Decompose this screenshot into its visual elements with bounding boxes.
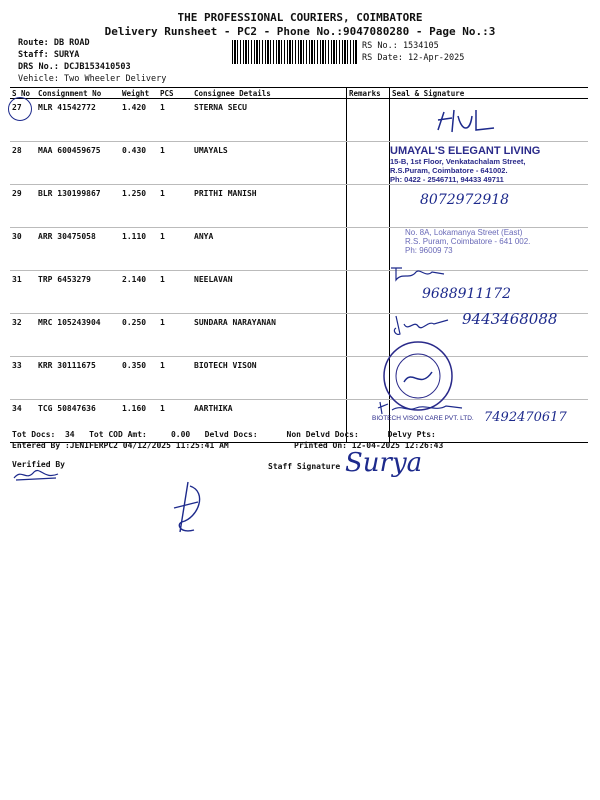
row-consignment: MRC 105243904 [36,314,120,357]
barcode [232,40,357,64]
col-weight: Weight [120,88,158,99]
row-sno: 30 [10,228,36,271]
runsheet-table [10,87,588,443]
runsheet-subtitle: Delivery Runsheet - PC2 - Phone No.:9047080280 - Page No.:3 [104,25,496,38]
table-header [10,88,588,99]
row-remarks [347,99,390,142]
row-consignment: BLR 130199867 [36,185,120,228]
stamp-name: UMAYAL'S ELEGANT LIVING [390,145,541,157]
row-sno: 32 [10,314,36,357]
stamp-address1: No. 8A, Lokamanya Street (East) [405,228,523,237]
row-pcs: 1 [158,185,192,228]
staff: Staff: SURYA [18,50,80,60]
row-pcs: 1 [158,99,192,142]
verified-by-label: Verified By [12,460,65,469]
row-consignee: ANYA [192,228,347,271]
col-sno: S No [10,88,36,99]
row-sno: 27 [10,99,36,142]
row-consignee: NEELAVAN [192,271,347,314]
row-consignment: MLR 41542772 [36,99,120,142]
row-weight: 1.420 [120,99,158,142]
row-pcs: 1 [158,314,192,357]
company-title: THE PROFESSIONAL COURIERS, COIMBATORE [177,11,423,24]
row-consignment: TCG 50847636 [36,400,120,443]
row-remarks [347,142,390,185]
staff-signature-label: Staff Signature [268,462,341,471]
row-pcs: 1 [158,142,192,185]
table-row [10,357,588,400]
bottom-signature [168,478,218,538]
row-consignment: ARR 30475058 [36,228,120,271]
vehicle: Vehicle: Two Wheeler Delivery [18,74,167,84]
row-remarks [347,271,390,314]
row-consignee: AARTHIKA [192,400,347,443]
row-sno: 28 [10,142,36,185]
col-pcs: PCS [158,88,192,99]
row-weight: 0.250 [120,314,158,357]
handwritten-phone-34: 7492470617 [484,410,567,425]
row-consignment: KRR 30111675 [36,357,120,400]
row-weight: 0.350 [120,357,158,400]
signature-row27 [432,104,502,138]
stamp-address2: R.S. Puram, Coimbatore - 641 002. [405,237,531,246]
row-consignee: BIOTECH VISON [192,357,347,400]
col-consignment: Consignment No [36,88,120,99]
col-remarks: Remarks [347,88,390,99]
row-remarks [347,228,390,271]
handwritten-phone-29: 8072972918 [420,192,510,208]
row-weight: 1.250 [120,185,158,228]
route: Route: DB ROAD [18,38,90,48]
row-sno: 29 [10,185,36,228]
row-sno: 33 [10,357,36,400]
signature-row34 [376,398,466,418]
umayal-stamp [390,145,590,184]
verified-signature [12,464,62,484]
row-remarks [347,185,390,228]
row-sno: 31 [10,271,36,314]
rs-number: RS No.: 1534105 [362,41,439,51]
row-pcs: 1 [158,400,192,443]
anya-stamp [405,228,590,255]
row-consignee: UMAYALS [192,142,347,185]
row-weight: 1.110 [120,228,158,271]
printed-on: Printed On: 12-04-2025 12:26:43 [294,441,444,450]
row-consignee: PRITHI MANISH [192,185,347,228]
col-seal-signature: Seal & Signature [390,88,589,99]
row-pcs: 1 [158,228,192,271]
row-consignment: MAA 600459675 [36,142,120,185]
stamp-address2: R.S.Puram, Coimbatore - 641002. [390,166,508,175]
row-weight: 0.430 [120,142,158,185]
drs-number: DRS No.: DCJB153410503 [18,62,131,72]
handwritten-phone-32: 9443468088 [462,310,558,328]
signature-row32 [392,310,452,338]
stamp-address1: 15-B, 1st Floor, Venkatachalam Street, [390,157,526,166]
stamp-phone: Ph: 0422 - 2546711, 94433 49711 [390,175,504,184]
entered-by: Entered By :JENIFERPC2 04/12/2025 11:25:41 AM [12,441,229,450]
row-consignee: SUNDARA NARAYANAN [192,314,347,357]
circle-mark [8,97,32,121]
col-consignee: Consignee Details [192,88,347,99]
row-consignee: STERNA SECU [192,99,347,142]
row-weight: 1.160 [120,400,158,443]
stamp-phone: Ph: 96009 73 [405,246,453,255]
row-consignment: TRP 6453279 [36,271,120,314]
row-pcs: 1 [158,271,192,314]
row-weight: 2.140 [120,271,158,314]
biotech-seal-text: BIOTECH VISON CARE PVT. LTD. [372,415,474,422]
rs-date: RS Date: 12-Apr-2025 [362,53,465,63]
staff-signed-name: Surya [345,448,423,478]
signature-row31 [388,262,448,284]
handwritten-phone-31: 9688911172 [422,286,512,302]
row-sno: 34 [10,400,36,443]
row-pcs: 1 [158,357,192,400]
totals-line: Tot Docs: 34 Tot COD Amt: 0.00 Delvd Docs: Non Delvd Docs: Delvy Pts: [12,430,436,439]
